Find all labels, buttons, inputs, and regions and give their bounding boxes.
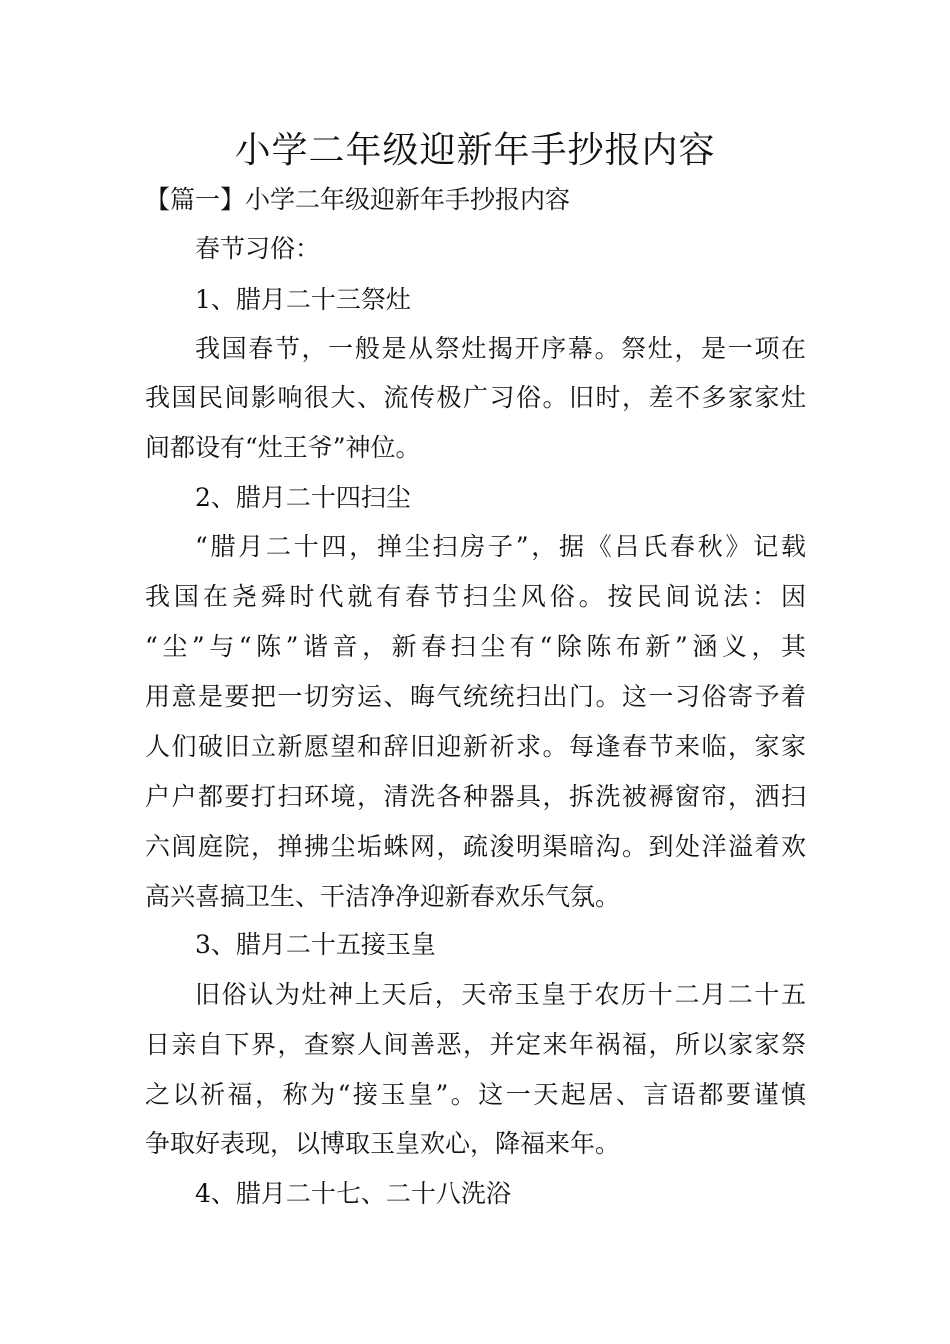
- paragraph-line: 我国民间影响很大、流传极广习俗。旧时，差不多家家灶: [145, 383, 806, 412]
- paragraph-line: 用意是要把一切穷运、晦气统统扫出门。这一习俗寄予着: [145, 682, 806, 711]
- paragraph-line: 之以祈福，称为“接玉皇”。这一天起居、言语都要谨慎: [145, 1080, 806, 1109]
- item-heading-1: 1、腊月二十三祭灶: [195, 285, 411, 314]
- paragraph-line: 争取好表现，以博取玉皇欢心，降福来年。: [145, 1129, 621, 1158]
- paragraph-line: 日亲自下界，查察人间善恶，并定来年祸福，所以家家祭: [145, 1030, 806, 1059]
- paragraph-line: 高兴喜搞卫生、干洁净净迎新春欢乐气氛。: [145, 882, 621, 911]
- paragraph-line: 户户都要打扫环境，清洗各种器具，拆洗被褥窗帘，洒扫: [145, 782, 806, 811]
- paragraph-line: 间都设有“灶王爷”神位。: [145, 433, 421, 462]
- paragraph-line: 六闾庭院，掸拂尘垢蛛网，疏浚明渠暗沟。到处洋溢着欢: [145, 832, 806, 861]
- paragraph-line: 我国春节，一般是从祭灶揭开序幕。祭灶，是一项在: [195, 334, 806, 363]
- paragraph-line: 旧俗认为灶神上天后，天帝玉皇于农历十二月二十五: [195, 980, 806, 1009]
- item-heading-2: 2、腊月二十四扫尘: [195, 483, 411, 512]
- paragraph-line: “腊月二十四，掸尘扫房子”，据《吕氏春秋》记载: [195, 532, 806, 561]
- item-heading-4: 4、腊月二十七、二十八洗浴: [195, 1179, 511, 1208]
- item-heading-3: 3、腊月二十五接玉皇: [195, 930, 436, 959]
- paragraph-line: “尘”与“陈”谐音，新春扫尘有“除陈布新”涵义，其: [145, 632, 806, 661]
- paragraph-line: 人们破旧立新愿望和辞旧迎新祈求。每逢春节来临，家家: [145, 732, 806, 761]
- section-heading: 【篇一】小学二年级迎新年手抄报内容: [145, 185, 571, 214]
- page-title: 小学二年级迎新年手抄报内容: [234, 130, 716, 171]
- subheading: 春节习俗：: [195, 234, 321, 263]
- paragraph-line: 我国在尧舜时代就有春节扫尘风俗。按民间说法：因: [145, 582, 806, 611]
